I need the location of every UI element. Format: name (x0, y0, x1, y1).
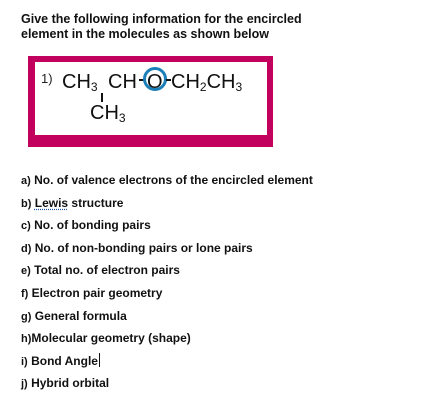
question-text: No. of non-bonding pairs or lone pairs (34, 240, 253, 255)
question-f (21, 283, 313, 306)
question-text: No. of bonding pairs (34, 218, 151, 233)
question-label: b) (21, 197, 32, 210)
ch3-right-sub: 3 (235, 80, 243, 94)
question-label: d) (21, 242, 32, 255)
question-c (21, 215, 313, 238)
ch3-branch-sub: 3 (118, 111, 126, 125)
ch3-branch-text: CH (90, 102, 119, 124)
ch2-group (171, 71, 242, 98)
question-label: j) (21, 378, 28, 391)
encircled-oxygen: O (147, 71, 163, 93)
question-label: g) (21, 310, 32, 323)
question-i (21, 351, 313, 374)
question-text: Molecular geometry (shape) (31, 331, 191, 346)
ch3-right-text: CH (206, 71, 236, 93)
molecule-panel (35, 62, 267, 135)
branch-bond (101, 93, 103, 102)
question-text: Bond Angle (31, 353, 98, 368)
ch3-branch (90, 102, 126, 129)
question-text: Total no. of electron pairs (34, 263, 180, 278)
question-label: h) (21, 333, 32, 346)
ch3-left-text: CH (62, 71, 91, 93)
ch3-left-sub: 3 (90, 80, 98, 94)
question-g (21, 306, 313, 329)
ch3-left (62, 71, 98, 98)
question-list (21, 170, 313, 396)
heading-line-1: Give the following information for the encircled (21, 12, 302, 26)
instructions-heading (21, 12, 411, 42)
question-text: Hybrid orbital (31, 376, 110, 391)
question-label: i) (21, 355, 28, 368)
heading-line-2: element in the molecules as shown below (21, 27, 269, 41)
question-e (21, 260, 313, 283)
question-text: Electron pair geometry (31, 285, 163, 300)
lewis-word: Lewis (34, 195, 69, 210)
question-label: c) (21, 220, 31, 233)
question-label: e) (21, 265, 31, 278)
ch-group: CH (108, 71, 137, 93)
text-cursor (99, 353, 101, 367)
molecule-number: 1) (41, 71, 53, 86)
question-j (21, 373, 313, 396)
question-d (21, 238, 313, 261)
question-label: f) (21, 287, 29, 300)
question-text: General formula (34, 308, 127, 323)
ch2-text: CH (171, 71, 200, 93)
ch2-sub: 2 (199, 80, 207, 94)
question-a (21, 170, 313, 193)
question-h (21, 328, 313, 351)
question-label: a) (21, 175, 31, 187)
question-text: No. of valence electrons of the encircled element (34, 173, 313, 187)
question-text: structure (68, 195, 124, 210)
question-b (21, 193, 313, 216)
molecule-frame (28, 56, 273, 147)
